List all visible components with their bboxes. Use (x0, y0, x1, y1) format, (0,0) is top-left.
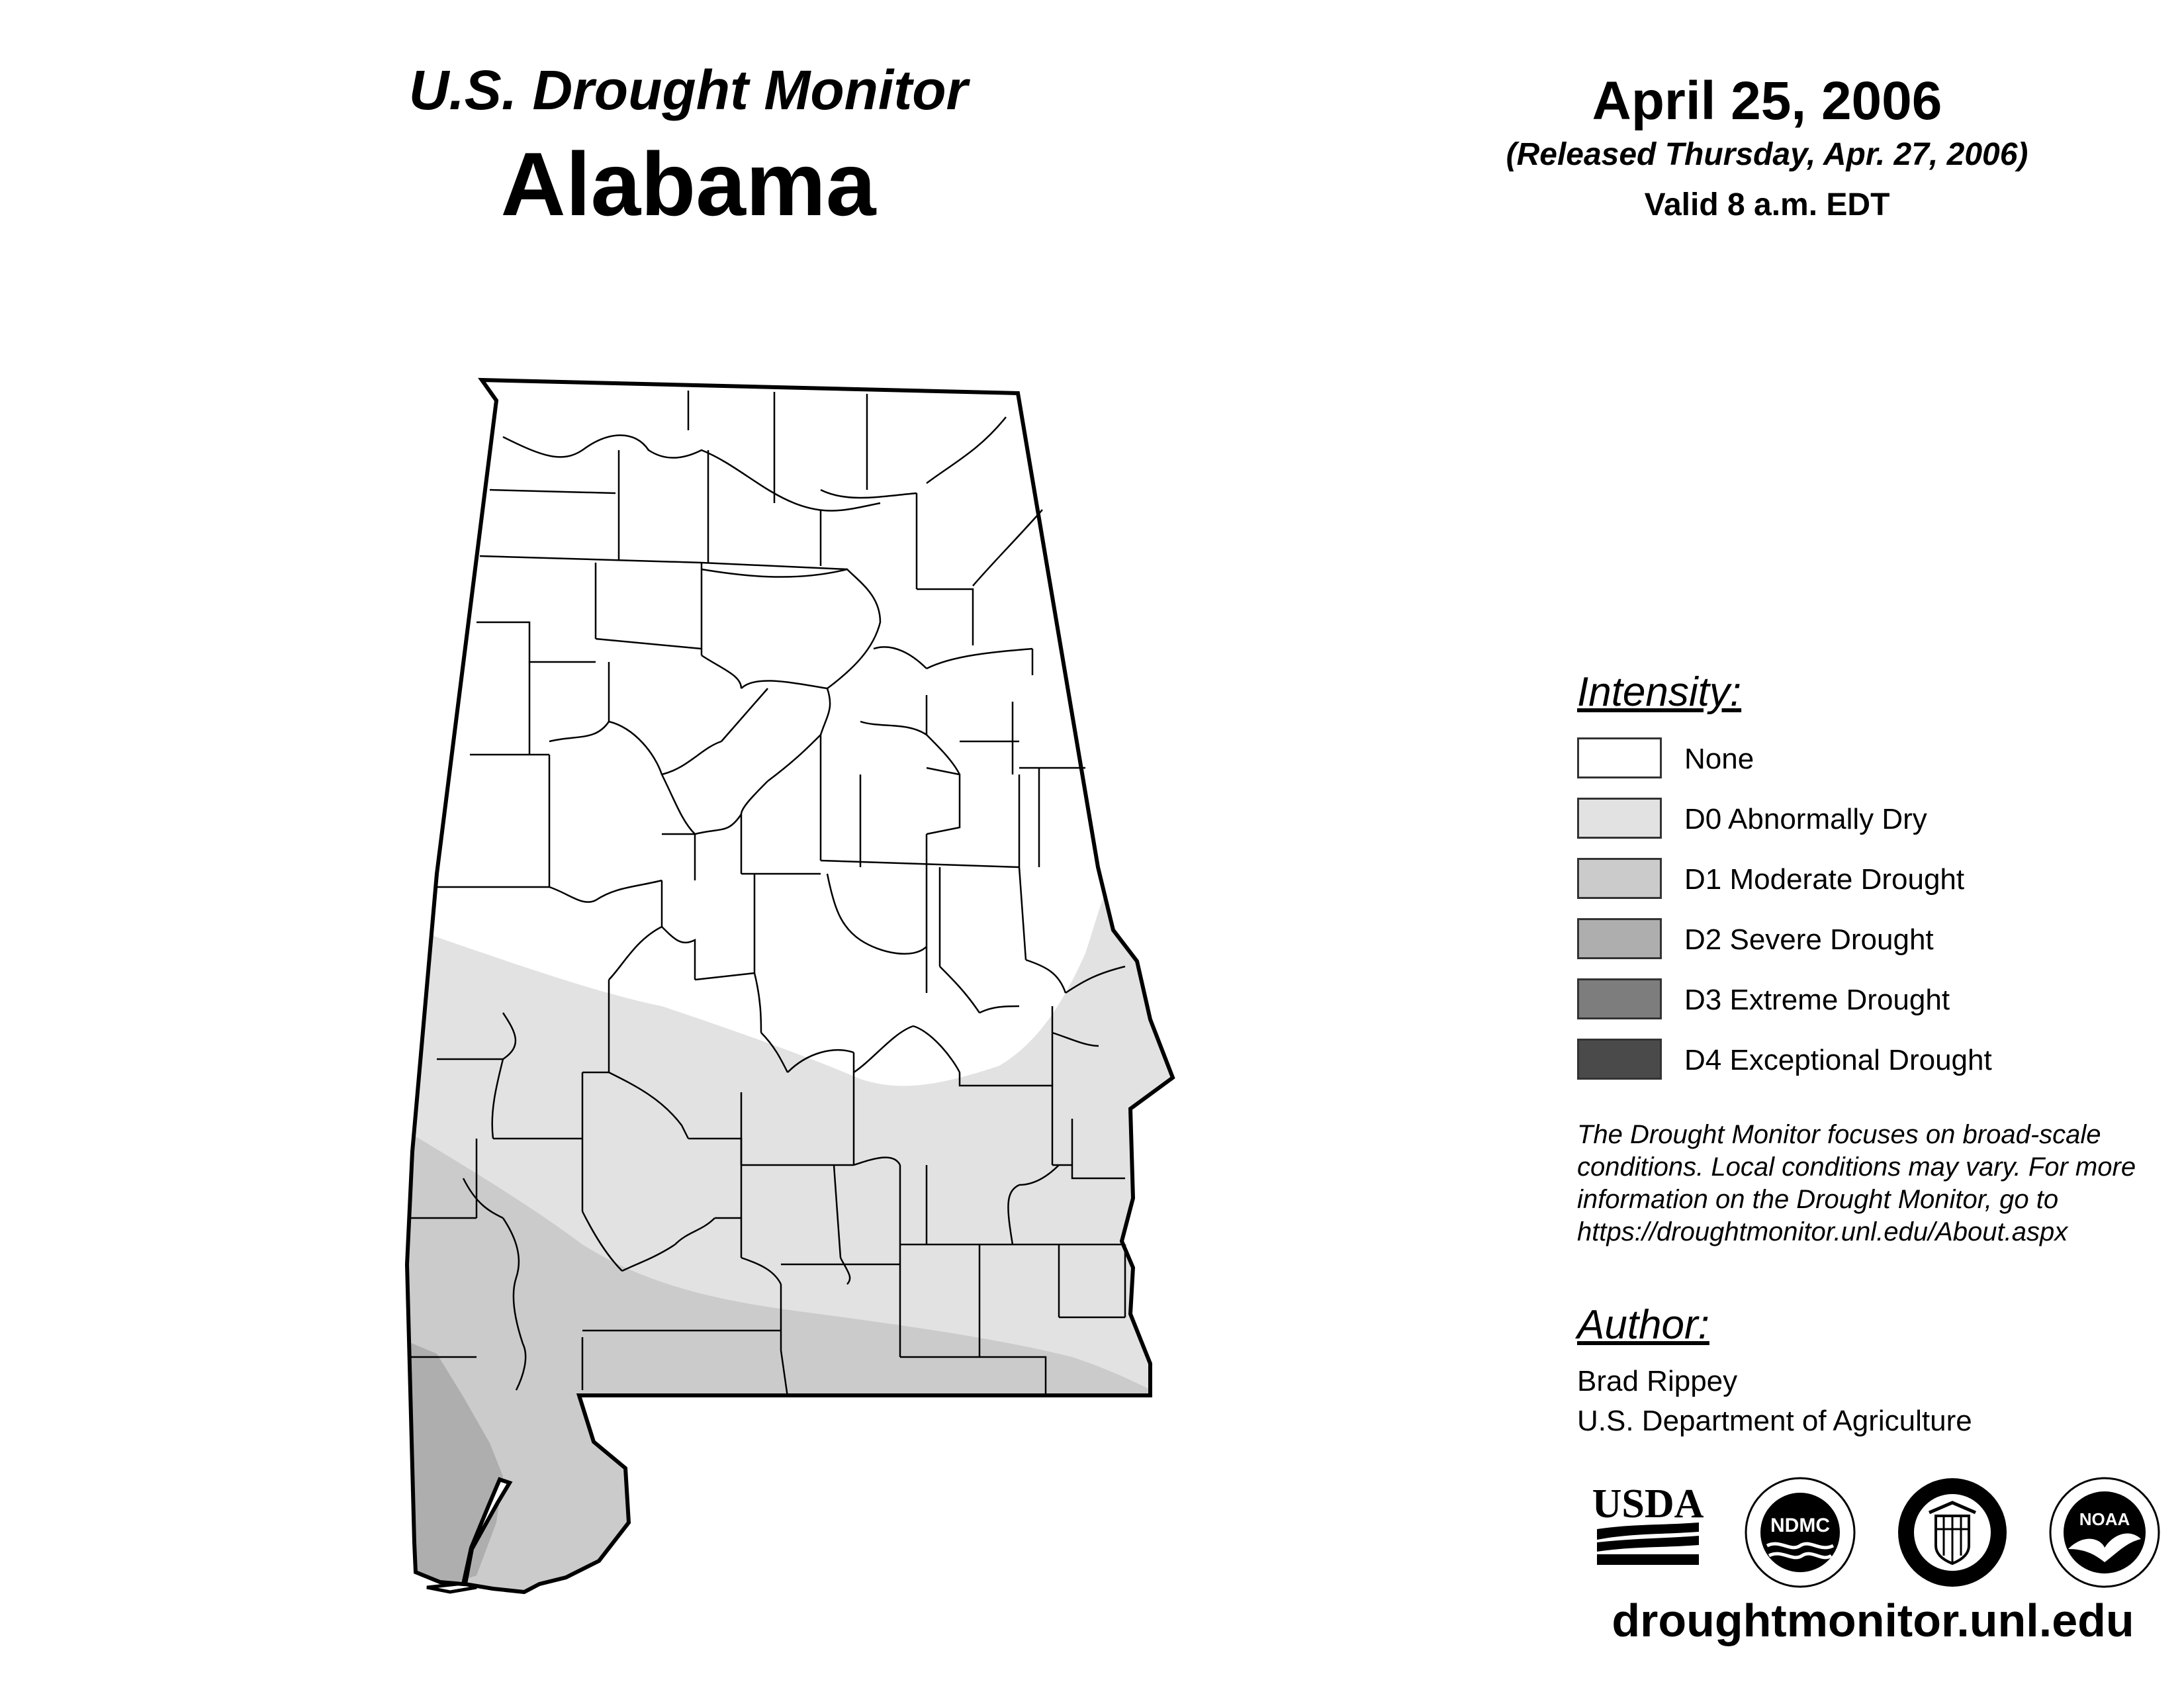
legend-swatch (1577, 918, 1662, 959)
department-of-commerce-logo (1896, 1476, 2009, 1589)
svg-text:NDMC: NDMC (1770, 1515, 1830, 1536)
author-organization: U.S. Department of Agriculture (1577, 1405, 1972, 1437)
author-name: Brad Rippey (1577, 1365, 1738, 1397)
valid-time: Valid 8 a.m. EDT (1644, 187, 1890, 222)
legend-swatch (1577, 978, 1662, 1019)
website-url[interactable]: droughtmonitor.unl.edu (1612, 1595, 2134, 1646)
legend-label: D0 Abnormally Dry (1684, 803, 1927, 835)
release-date: (Released Thursday, Apr. 27, 2006) (1506, 137, 2028, 172)
usda-logo (1592, 1476, 1704, 1569)
legend-swatch (1577, 798, 1662, 839)
svg-text:USDA: USDA (1592, 1481, 1704, 1526)
map-title: Alabama (500, 134, 876, 234)
legend-label: D3 Extreme Drought (1684, 984, 1950, 1016)
legend-label: D2 Severe Drought (1684, 923, 1934, 956)
legend-label: D4 Exceptional Drought (1684, 1044, 1992, 1076)
legend-title: Intensity: (1577, 669, 1742, 715)
svg-text:NOAA: NOAA (2079, 1509, 2130, 1529)
disclaimer-note: The Drought Monitor focuses on broad-scale conditions. Local conditions may vary. For more information on the Drought Monitor, go to https://droughtmonitor.unl.edu/About.aspx (1577, 1120, 2136, 1246)
map-date: April 25, 2006 (1592, 71, 1942, 131)
map-subtitle: U.S. Drought Monitor (408, 59, 968, 121)
drought-zones (331, 331, 1257, 1655)
legend-label: D1 Moderate Drought (1684, 863, 1965, 896)
noaa-logo (2048, 1476, 2161, 1589)
legend-swatch (1577, 858, 1662, 899)
legend-swatch (1577, 737, 1662, 778)
author-heading: Author: (1577, 1302, 1709, 1348)
legend-swatch (1577, 1039, 1662, 1080)
legend-label: None (1684, 743, 1754, 775)
coastline-island (427, 1583, 477, 1592)
ndmc-logo (1744, 1476, 1856, 1589)
